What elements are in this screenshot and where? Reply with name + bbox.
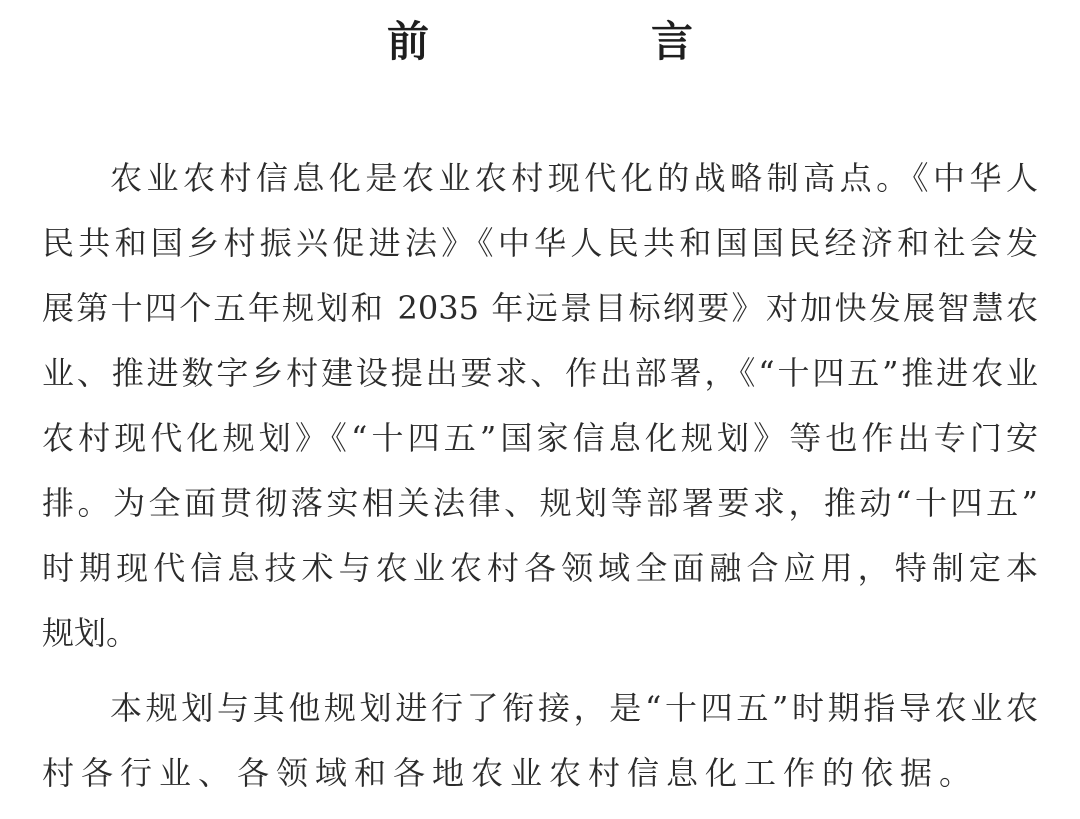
paragraph-line: 村各行业、各领域和各地农业农村信息化工作的依据。 [42,754,979,792]
paragraph-line: 本规划与其他规划进行了衔接，是“十四五”时期指导农业农 [110,689,1038,727]
paragraph-line: 农业农村信息化是农业农村现代化的战略制高点。《中华人 [110,159,1038,197]
page-title: 前 言 [386,17,783,66]
paragraph-line: 展第十四个五年规划和 2035 年远景目标纲要》对加快发展智慧农 [42,289,1038,327]
paragraph-line: 规划。 [42,614,139,652]
paragraph-line: 时期现代信息技术与农业农村各领域全面融合应用，特制定本 [42,549,1038,587]
paragraph-line: 排。为全面贯彻落实相关法律、规划等部署要求，推动“十四五” [42,484,1038,522]
paragraph-line: 业、推进数字乡村建设提出要求、作出部署，《“十四五”推进农业 [42,354,1038,392]
paragraph-line: 民共和国乡村振兴促进法》《中华人民共和国国民经济和社会发 [42,224,1038,262]
paragraph-line: 农村现代化规划》《“十四五”国家信息化规划》等也作出专门安 [42,419,1038,457]
